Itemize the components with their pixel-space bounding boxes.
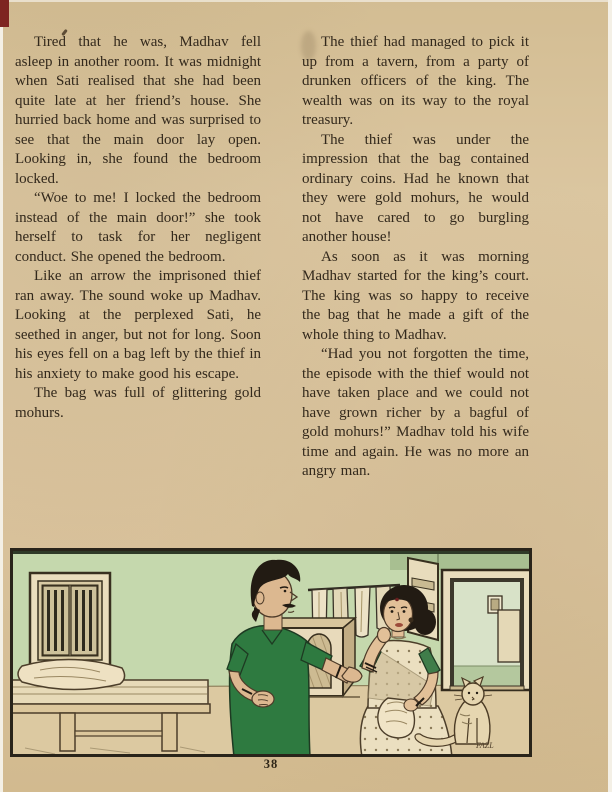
sati-lips — [395, 623, 403, 627]
barred-window — [27, 573, 113, 671]
page-left-edge — [0, 0, 3, 792]
story-column-right — [302, 33, 529, 482]
sati-hair-bun — [414, 609, 436, 635]
doorway — [442, 570, 532, 690]
story-paragraph: “Had you not forgotten the time, the episode with the thief would not have taken place and we could not have grown richer by a bagful of gold mohurs!” Madhav told his wife time and again. He was no more an angry man. — [302, 346, 529, 479]
story-paragraph: The thief had managed to pick it up from a tavern, from a party of drunken officers of the king. The wealth was on its way to the royal treasury. — [302, 34, 529, 128]
story-paragraph: The bag was full of glittering gold mohurs. — [15, 385, 261, 421]
story-paragraph: As soon as it was morning Madhav started for the king’s court. The king was so happy to receive the bag that he made a gift of the whole thing to Madhav. — [302, 248, 529, 343]
story-paragraph: Tired that he was, Madhav fell asleep in another room. It was midnight when Sati realised that she had been quite late at her friend’s house. She hurried back home and was surprised to see that the main door lay open. Looking in, she found the bedroom locked. — [15, 34, 261, 187]
story-paragraph: The thief was under the impression that the bag contained ordinary coins. Had he known that they were gold mohurs, he would not have cared to go burgling another house! — [302, 131, 529, 245]
bindi — [395, 598, 399, 602]
story-paragraph: “Woe to me! I locked the bedroom instead of the main door!” she took herself to task for her negligent conduct. She opened the bedroom. — [15, 190, 261, 265]
bedroom-illustration — [10, 548, 532, 757]
earring — [409, 618, 414, 623]
sati-hand — [378, 628, 391, 643]
red-corner-scan-mark — [0, 0, 9, 27]
artist-signature: FAZL — [476, 741, 494, 750]
story-paragraph: Like an arrow the imprisoned thief ran away. The sound woke up Madhav. Looking at the perplexed Sati, he seethed in anger, but not for long. Soon his eyes fell on a bag left by the thief in his anxiety to make good his escape. — [15, 268, 261, 382]
page-right-edge — [608, 0, 612, 792]
story-column-left — [15, 33, 261, 423]
pillow — [18, 659, 125, 689]
page-number: 38 — [263, 757, 279, 771]
page-top-edge — [0, 0, 612, 2]
inner-door — [498, 610, 520, 662]
